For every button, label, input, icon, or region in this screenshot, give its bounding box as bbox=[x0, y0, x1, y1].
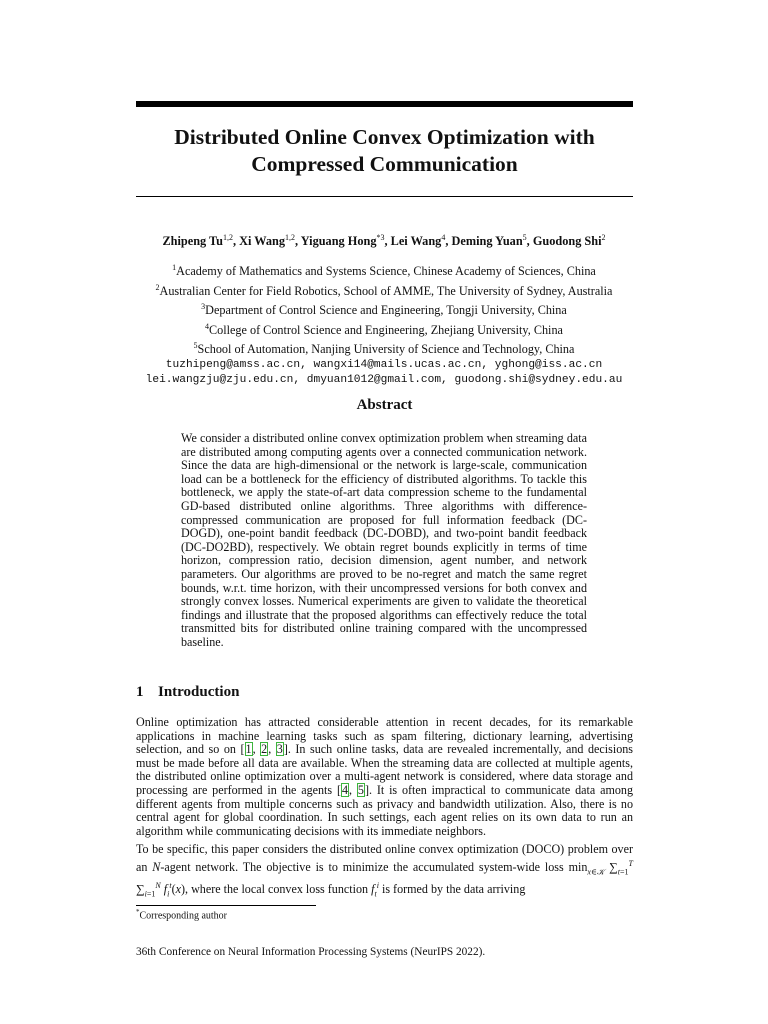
text-run: , where the local convex loss function bbox=[185, 882, 372, 896]
affil-mark: 2 bbox=[155, 282, 160, 292]
abstract-body: We consider a distributed online convex optimization problem when streaming data are distributed among computing agents over a connected communication network. Since the data are high-dimensional or the network is large-scale, communication load can be a bottleneck for the efficiency of distributed algorithms. To tackle this bottleneck, we apply the state-of-art data compression scheme to the fundamental GD-based distributed online algorithms. Three algorithms with difference-compressed communication are proposed for full information feedback (DC-DOGD), one-point bandit feedback (DC-DOBD), and two-point bandit feedback (DC-DO2BD), respectively. We obtain regret bounds explicitly in terms of time horizon, compression ratio, decision dimension, agent number, and network parameters. Our algorithms are proved to be no-regret and match the same regret bounds, w.r.t. time horizon, with their uncompressed versions for both convex and strongly convex losses. Numerical experiments are given to validate the theoretical findings and illustrate that the proposed algorithms can effectively reduce the total transmitted bits for distributed online training compared with the uncompressed baseline. bbox=[181, 431, 587, 649]
citation-link[interactable]: 5 bbox=[357, 782, 364, 797]
affil-text: College of Control Science and Engineering, Zhejiang University, China bbox=[209, 322, 563, 337]
email-line-1: tuzhipeng@amss.ac.cn, wangxi14@mails.ucas.ac.cn, yghong@iss.ac.cn bbox=[165, 358, 603, 371]
intro-paragraph-2 bbox=[136, 843, 633, 901]
text-run: ]. In such online tasks, data are revealed incrementally, and decisions must be made before all data are available. When the streaming data are collected at multiple agents, the distributed online optimization over a multi-agent network is considered, where data storage and processing are performed in the agents [ bbox=[136, 742, 634, 797]
citation-link[interactable]: 3 bbox=[276, 742, 283, 757]
intro-paragraph-1: Online optimization has attracted considerable attention in recent decades, for its remarkable applications in machine learning tasks such as spam filtering, dictionary learning, advertising selection, and so on [1, 2, 3]. In such online tasks, data are revealed incrementally, and decisions must be made before all data are available. When the streaming data are collected at multiple agents, the distributed online optimization over a multi-agent network is considered, where data storage and processing are performed in the agents [4, 5]. It is often impractical to communicate data among different agents from multiple concerns such as privacy and bandwidth utilization. Also, there is no central agent for global coordination. In such settings, each agent relies on its own data to run an algorithm while communicating decisions with its immediate neighbors. bbox=[136, 715, 634, 838]
author-name: Xi Wang bbox=[239, 234, 286, 249]
author-name: Zhipeng Tu bbox=[162, 234, 223, 249]
author-name: Yiguang Hong bbox=[300, 234, 377, 249]
affiliation-line bbox=[100, 280, 668, 300]
author-affil-mark: 4 bbox=[441, 233, 446, 242]
math-loss: $f_t^i$ bbox=[371, 880, 379, 899]
email-line-2: lei.wangzju@zju.edu.cn, dmyuan1012@gmail.com, guodong.shi@sydney.edu.au bbox=[145, 374, 623, 387]
text-run: Online optimization has attracted considerable attention in recent decades, for its remarkable applications in machine learning tasks such as spam filtering, dictionary learning, advertising selection, and so on [ bbox=[136, 715, 633, 757]
section-title: Introduction bbox=[158, 684, 240, 700]
citation-link[interactable]: 2 bbox=[261, 742, 268, 757]
math-subscript: x∈𝒦 bbox=[587, 867, 605, 877]
author-name: Guodong Shi bbox=[532, 234, 602, 249]
math-min: min bbox=[568, 859, 588, 874]
affiliations bbox=[100, 260, 668, 389]
citation-link[interactable]: 4 bbox=[341, 782, 349, 797]
text-run: ]. It is often impractical to communicate data among different agents from multiple concerns such as privacy and bandwidth utilization. Also, there is no central agent for global coordination. In such settings, each agent relies on its own data to run an algorithm while communicating decisions with its immediate neighbors. bbox=[136, 782, 634, 838]
title-line-1: Distributed Online Convex Optimization with bbox=[174, 125, 595, 149]
introduction-text bbox=[136, 716, 633, 906]
venue-line: 36th Conference on Neural Information Processing Systems (NeurIPS 2022). bbox=[136, 946, 486, 958]
abstract-heading: Abstract bbox=[356, 397, 413, 413]
text-run: -agent network. The objective is to minimize the accumulated system-wide loss bbox=[160, 859, 569, 874]
footnote-text: Corresponding author bbox=[139, 910, 227, 922]
title-line-2: Compressed Communication bbox=[251, 152, 518, 176]
author-name: Deming Yuan bbox=[451, 234, 523, 249]
paper-title bbox=[136, 124, 633, 178]
affil-mark: 4 bbox=[205, 321, 210, 331]
affiliation-line bbox=[100, 338, 668, 358]
affil-mark: 1 bbox=[172, 263, 177, 272]
title-top-rule bbox=[136, 101, 633, 107]
footnote bbox=[136, 908, 227, 921]
footnote-rule bbox=[136, 905, 316, 906]
affiliation-line bbox=[100, 319, 668, 339]
affiliation-line bbox=[100, 299, 668, 319]
section-number: 1 bbox=[136, 684, 144, 700]
text-run: To be specific, this paper considers the distributed online convex optimization (DOCO) problem over an bbox=[136, 842, 633, 874]
affil-text: Department of Control Science and Engineering, Tongji University, China bbox=[205, 303, 567, 318]
author-affil-mark: 1,2 bbox=[285, 233, 296, 242]
affil-text: School of Automation, Nanjing University of Science and Technology, China bbox=[197, 342, 575, 357]
author-affil-mark: *3 bbox=[376, 233, 385, 242]
affil-text: Australian Center for Field Robotics, School of AMME, The University of Sydney, Australia bbox=[159, 283, 613, 298]
author-affil-mark: 5 bbox=[522, 233, 527, 242]
footnote-mark: * bbox=[136, 908, 140, 916]
math-N: N bbox=[152, 859, 161, 874]
affil-mark: 5 bbox=[193, 341, 198, 351]
text-run: is formed by the data arriving bbox=[378, 882, 526, 896]
title-bottom-rule bbox=[136, 196, 633, 197]
affiliation-line bbox=[100, 260, 668, 280]
citation-link[interactable]: 1 bbox=[245, 742, 252, 757]
affil-text: Academy of Mathematics and Systems Science, Chinese Academy of Sciences, China bbox=[176, 264, 596, 279]
affil-mark: 3 bbox=[201, 302, 206, 312]
math-formula: $\min_{x\in 𝒦} \sum_{t=1}^T$ $\sum_{i=1}^N$ $f_i^t(x)$ bbox=[136, 858, 633, 899]
section-heading bbox=[136, 684, 239, 701]
author-affil-mark: 1,2 bbox=[222, 233, 233, 242]
author-name: Lei Wang bbox=[390, 234, 442, 249]
author-list: Zhipeng Tu$^{1,2}$, Xi Wang$^{1,2}$, Yiguang Hong$^{*3}$, Lei Wang$^4$, Deming Yuan$^5$, Guodong Shi$^2$ bbox=[162, 233, 606, 249]
author-affil-mark: 2 bbox=[601, 233, 606, 242]
